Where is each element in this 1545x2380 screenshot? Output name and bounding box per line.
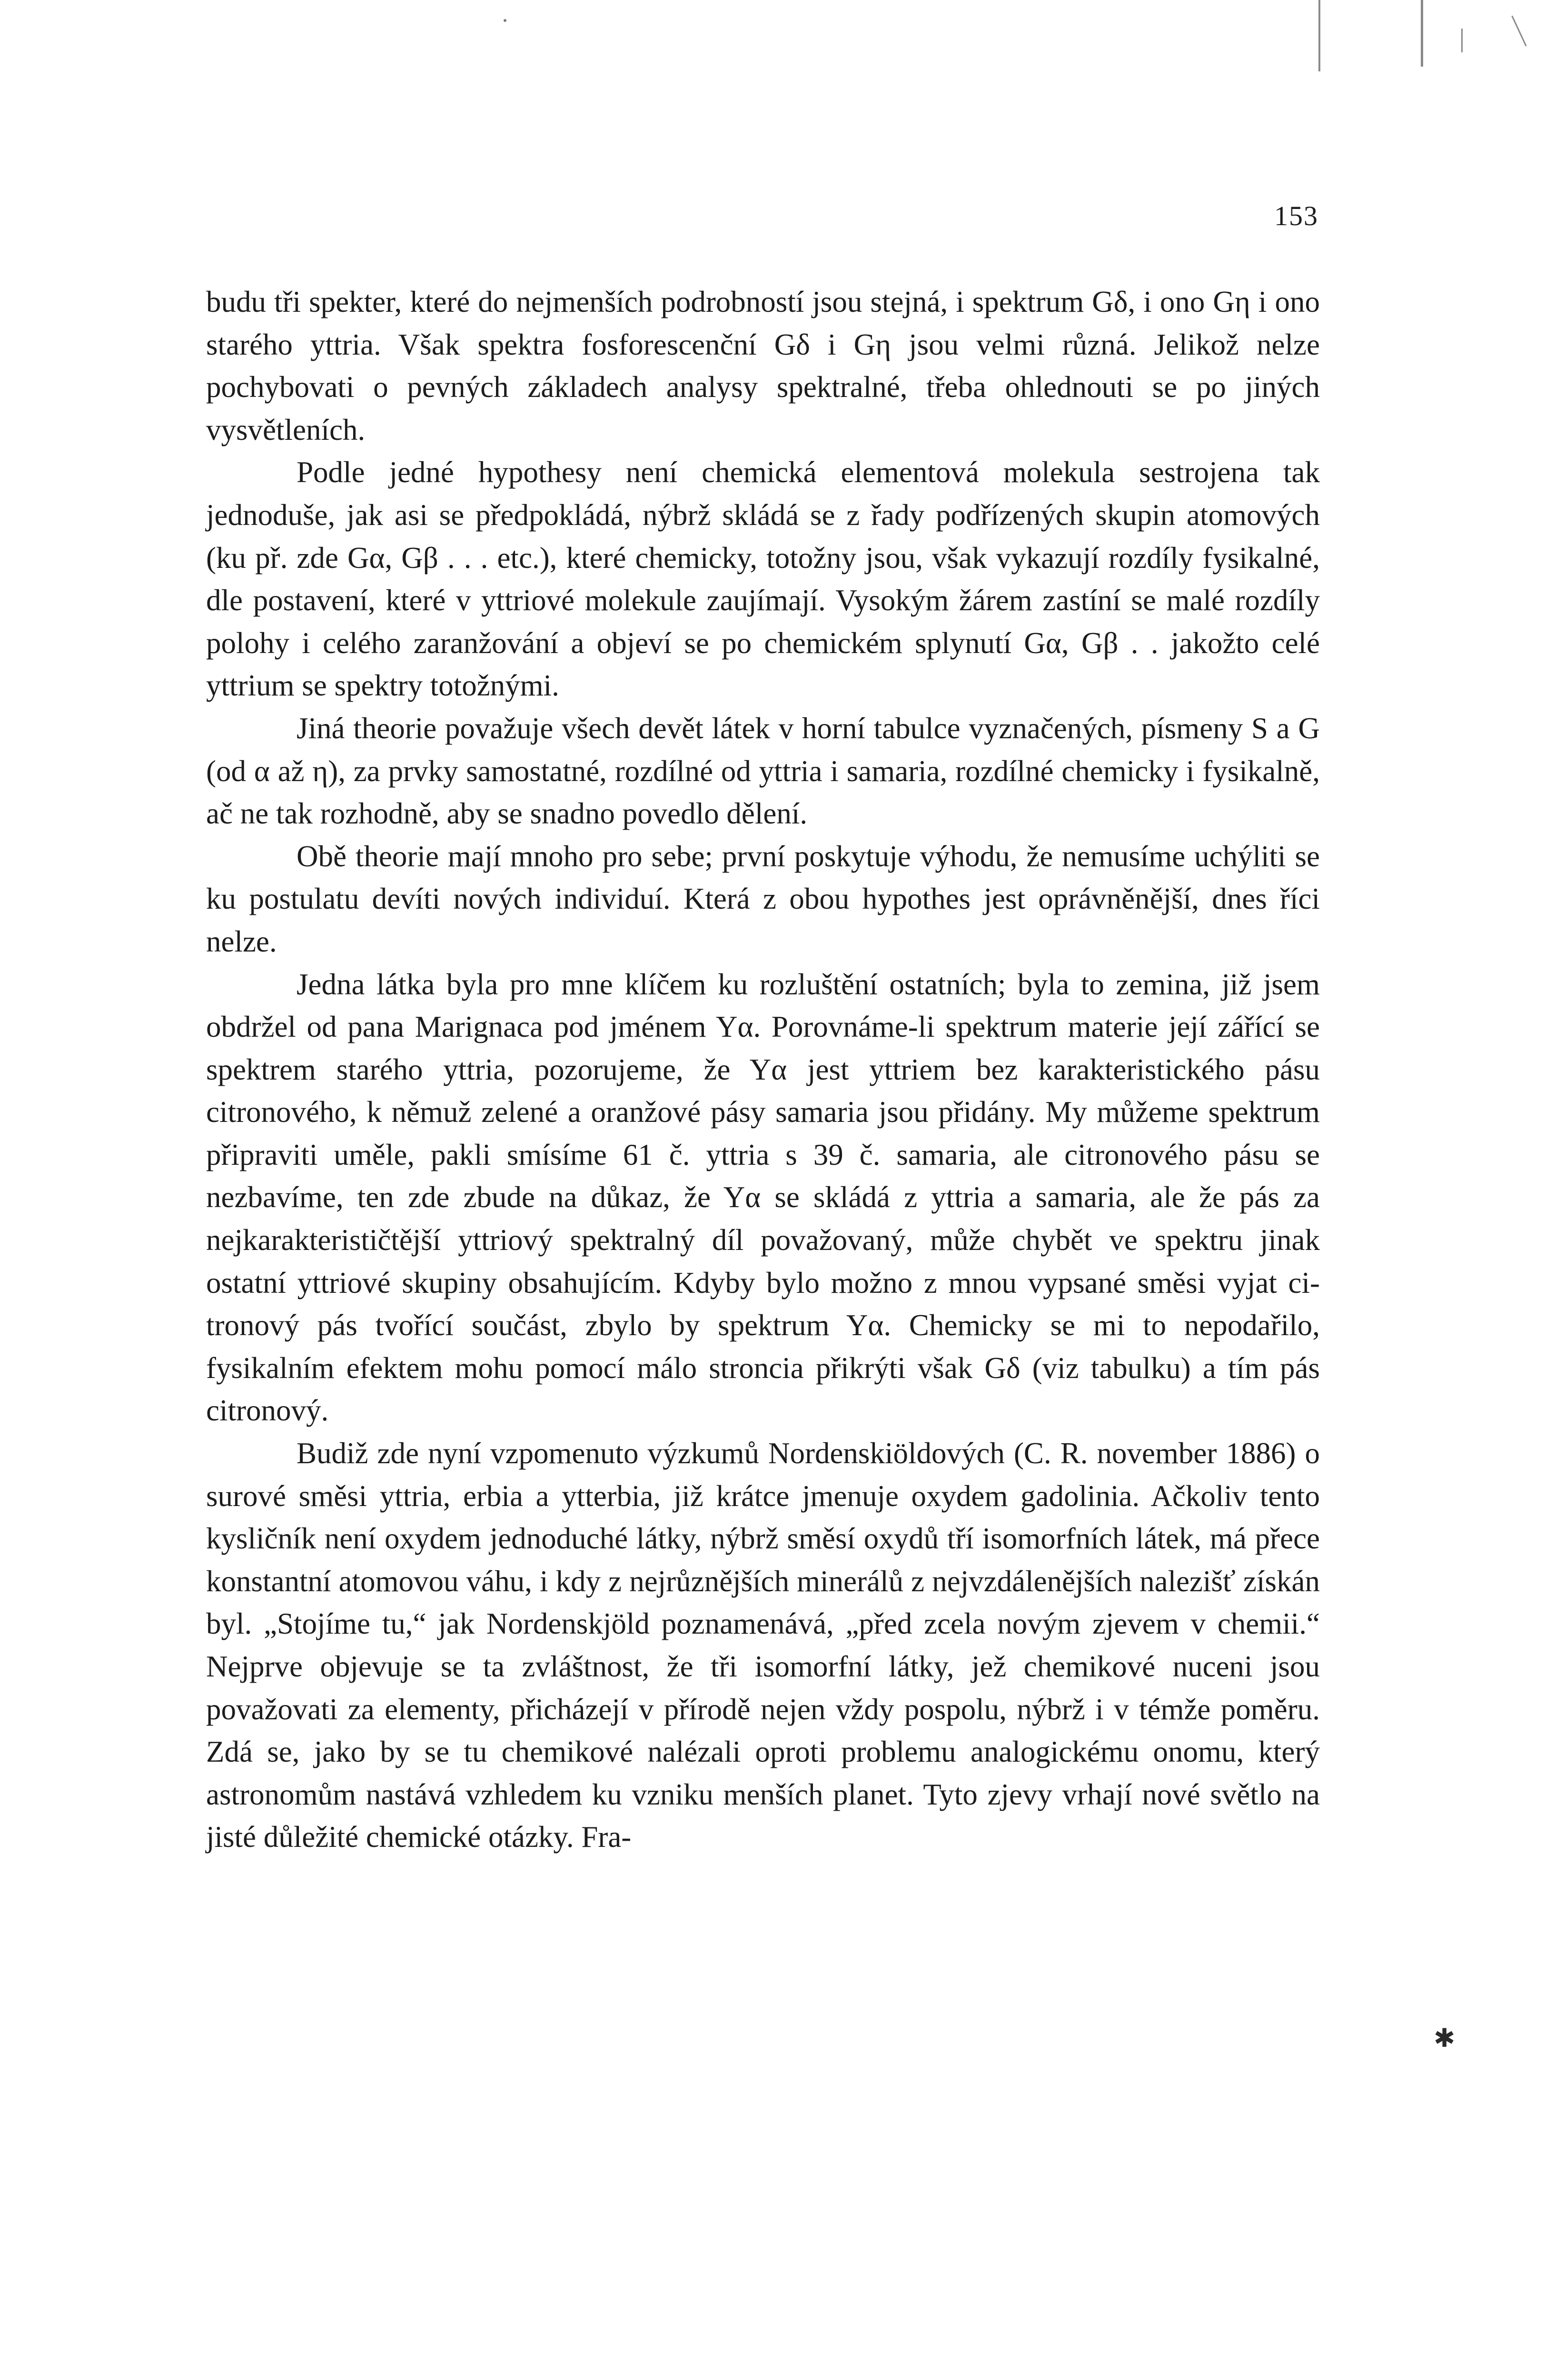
paragraph: Jedna látka byla pro mne klíčem ku rozluštění ostatních; byla to zemina, již jsem obdržel od pana Marignaca pod jménem Yα. Porovnáme-li spektrum materie její zářící se spektrem starého yttria, pozorujeme, že Yα jest yttriem bez karakteristického pásu citronového, k němuž zelené a oranžové pásy samaria jsou přidány. My můžeme spektrum připraviti uměle, pakli smísíme 61 č. yttria s 39 č. samaria, ale citronového pásu se nezbavíme, ten zde zbude na důkaz, že Yα se skládá z yttria a samaria, ale že pás za nejkarakterističtější yttriový spektralný díl považovaný, může chybět ve spektru jinak ostatní yttriové skupiny obsahujícím. Kdyby bylo možno z mnou vypsané směsi vyjat citronový pás tvořící součást, zbylo by spektrum Yα. Chemicky se mi to nepodařilo, fysikalním efektem mohu pomocí málo stroncia přikrýti však Gδ (viz tabulku) a tím pás citronový. <box>206 967 1320 1428</box>
paragraph: Obě theorie mají mnoho pro sebe; první poskytuje výhodu, že nemusíme uchýliti se ku postulatu devíti nových individuí. Která z obou hypothes jest oprávněnější, dnes říci nelze. <box>206 839 1320 958</box>
marginal-mark-icon: ✱ <box>1434 2023 1456 2053</box>
page-number: 153 <box>1274 200 1318 231</box>
paragraph: Jiná theorie považuje všech devět látek v horní tabulce vyznačených, písmeny S a G (od α až η), za prvky samostatné, rozdílné od yttria i samaria, rozdílné chemicky i fysikalně, ač ne tak rozhodně, aby se snadno povedlo dělení. <box>206 711 1320 831</box>
scan-artifact-line <box>1318 0 1320 71</box>
body-text <box>206 281 1320 1859</box>
scan-artifact-line <box>1511 16 1526 47</box>
paragraph: Budiž zde nyní vzpomenuto výzkumů Nordenskiöldových (C. R. november 1886) o surové směsi yttria, erbia a ytterbia, již krátce jmenuje oxydem gadolinia. Ačkoliv tento kysličník není oxydem jednoduché látky, nýbrž směsí oxydů tří isomorfních látek, má přece konstantní atomovou váhu, i kdy z nejrůznějších minerálů z nejvzdálenějších nalezišť získán byl. „Stojíme tu,“ jak Nordenskjöld poznamenává, „před zcela novým zjevem v chemii.“ Nejprve objevuje se ta zvláštnost, že tři isomorfní látky, jež chemikové nuceni jsou považovati za elementy, přicházejí v přírodě nejen vždy pospolu, nýbrž i v témže poměru. Zdá se, jako by se tu chemikové nalézali oproti problemu analogickému onomu, který astronomům nastává vzhledem ku vzniku menších planet. Tyto zjevy vrhají nové světlo na jisté důležité chemické otázky. Fra- <box>206 1437 1320 1854</box>
scan-artifact-line <box>1461 29 1463 52</box>
paragraph: budu tři spekter, které do nejmenších podrobností jsou stejná, i spektrum Gδ, i ono Gη i ono starého yttria. Však spektra fosforescenční Gδ i Gη jsou velmi různá. Jelikož nelze pochybovati o pevných základech analysy spektralné, třeba ohlednouti se po jiných vysvětleních. <box>206 285 1320 446</box>
scan-artifact-line <box>1421 0 1423 67</box>
paragraph: Podle jedné hypothesy není chemická elementová molekula sestrojena tak jednoduše, jak asi se předpokládá, nýbrž skládá se z řady podřízených skupin atomových (ku př. zde Gα, Gβ . . . etc.), které chemicky, totožny jsou, však vykazují rozdíly fysikalné, dle postavení, které v yttriové molekule zaujímají. Vysokým žárem zastíní se malé rozdíly polohy i celého zaranžování a objeví se po chemickém splynutí Gα, Gβ . . jakožto celé yttrium se spektry totožnými. <box>206 456 1320 703</box>
scan-artifact-dot <box>504 19 506 22</box>
